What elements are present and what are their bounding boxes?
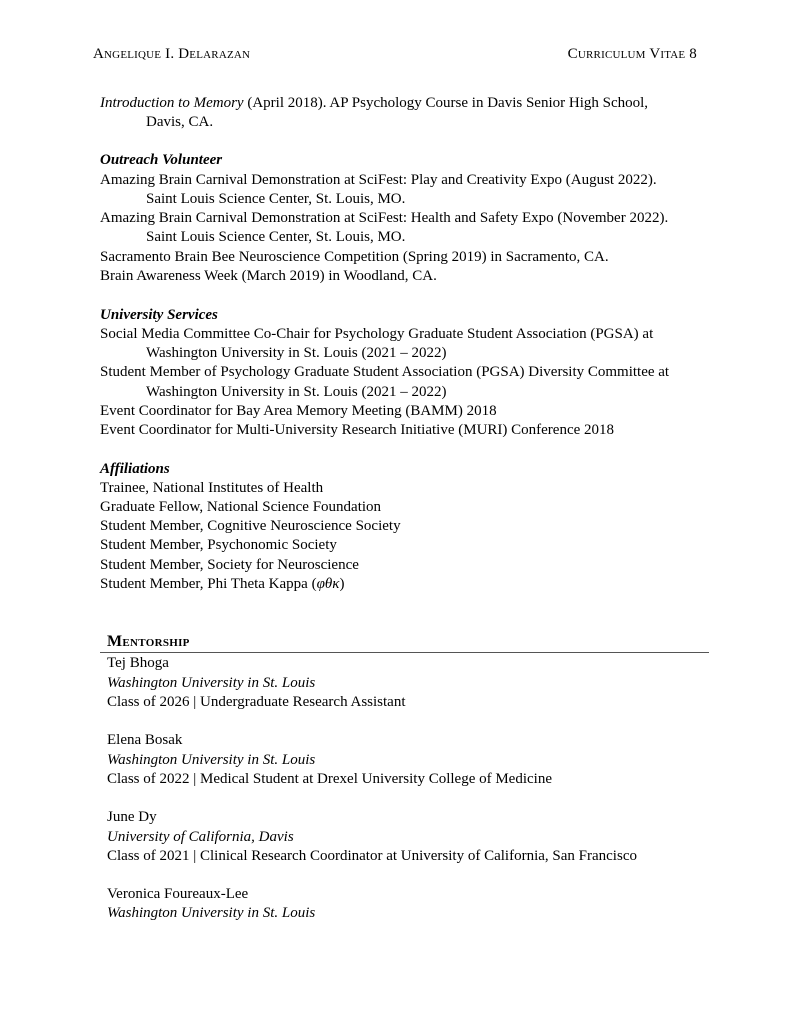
section-divider xyxy=(100,652,709,653)
mentee-detail: Class of 2021 | Clinical Research Coordinator at University of California, San Francisco xyxy=(107,848,637,864)
service-item-continued: Washington University in St. Louis (2021 – 2022) xyxy=(146,384,447,400)
teaching-entry xyxy=(100,94,648,113)
service-item-continued: Washington University in St. Louis (2021 – 2022) xyxy=(146,345,447,361)
mentee-name: Veronica Foureaux-Lee xyxy=(107,886,249,902)
mentee-name: Elena Bosak xyxy=(107,732,183,748)
teaching-entry-location: Davis, CA. xyxy=(146,114,214,130)
mentee-school: Washington University in St. Louis xyxy=(107,752,316,768)
outreach-item-continued: Saint Louis Science Center, St. Louis, MO. xyxy=(146,191,406,207)
service-item: Event Coordinator for Bay Area Memory Meeting (BAMM) 2018 xyxy=(100,403,497,419)
service-item: Event Coordinator for Multi-University Research Initiative (MURI) Conference 2018 xyxy=(100,422,615,438)
course-description: (April 2018). AP Psychology Course in Davis Senior High School, xyxy=(243,95,649,111)
outreach-item: Sacramento Brain Bee Neuroscience Competition (Spring 2019) in Sacramento, CA. xyxy=(100,249,609,265)
outreach-item-continued: Saint Louis Science Center, St. Louis, MO. xyxy=(146,229,406,245)
mentee-school: Washington University in St. Louis xyxy=(107,675,316,691)
mentee-name: June Dy xyxy=(107,809,157,825)
affiliation-item: Trainee, National Institutes of Health xyxy=(100,480,324,496)
affiliation-item xyxy=(100,575,344,594)
section-heading-outreach: Outreach Volunteer xyxy=(100,152,223,168)
affiliation-item: Student Member, Psychonomic Society xyxy=(100,537,337,553)
section-heading-services: University Services xyxy=(100,307,218,323)
outreach-item: Amazing Brain Carnival Demonstration at SciFest: Health and Safety Expo (November 2022). xyxy=(100,210,669,226)
header-cv-label: Curriculum Vitae 8 xyxy=(567,46,697,62)
mentee-detail: Class of 2022 | Medical Student at Drexel University College of Medicine xyxy=(107,771,552,787)
header-name: Angelique I. Delarazan xyxy=(93,46,251,62)
affiliation-ptk-suffix: ) xyxy=(339,576,345,592)
section-heading-affiliations: Affiliations xyxy=(100,461,170,477)
mentee-name: Tej Bhoga xyxy=(107,655,169,671)
section-heading-mentorship: Mentorship xyxy=(107,633,190,650)
course-title: Introduction to Memory xyxy=(100,95,244,111)
affiliation-item: Student Member, Society for Neuroscience xyxy=(100,557,359,573)
mentee-detail: Class of 2026 | Undergraduate Research Assistant xyxy=(107,694,406,710)
service-item: Student Member of Psychology Graduate Student Association (PGSA) Diversity Committee at xyxy=(100,364,670,380)
outreach-item: Brain Awareness Week (March 2019) in Woodland, CA. xyxy=(100,268,437,284)
affiliation-item: Graduate Fellow, National Science Foundation xyxy=(100,499,382,515)
affiliation-ptk-greek: φθκ xyxy=(316,576,340,592)
affiliation-item: Student Member, Cognitive Neuroscience Society xyxy=(100,518,401,534)
outreach-item: Amazing Brain Carnival Demonstration at SciFest: Play and Creativity Expo (August 2022). xyxy=(100,172,657,188)
affiliation-ptk-prefix: Student Member, Phi Theta Kappa ( xyxy=(100,576,317,592)
mentee-school: Washington University in St. Louis xyxy=(107,905,316,921)
service-item: Social Media Committee Co-Chair for Psychology Graduate Student Association (PGSA) at xyxy=(100,326,654,342)
mentee-school: University of California, Davis xyxy=(107,829,294,845)
